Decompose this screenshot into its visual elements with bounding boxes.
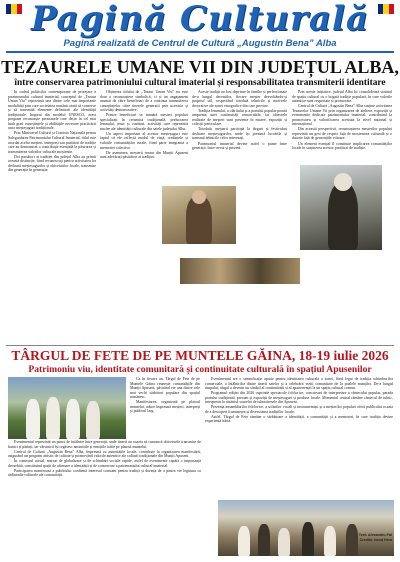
paragraph: Tradiția lemnului, a olăritului și a portului popular poartă amprenta unei continuități remarcabile, iar obiectele realizate de meșteri sunt prezente în muzee, expoziții și colecții particulare. <box>192 108 287 127</box>
photo-credits <box>359 533 392 542</box>
figure-silhouette <box>278 528 290 556</box>
paragraph: Prin Ministerul Culturii și Comisia Națională pentru Salvgardarea Patrimoniului Cultural Imaterial, titlul este acordat acelor meșteri, interpreți sau purtători de tradiție care au demonstrat o contribuție esențială la păstrarea și transmiterea valorilor culturale moștenite. <box>8 131 96 154</box>
figure-silhouette <box>86 401 100 439</box>
credit-label: Text: <box>358 533 368 537</box>
romanian-flag-icon <box>378 4 394 14</box>
credit-value: Ionuț Hera <box>374 537 392 542</box>
figure-silhouette <box>328 183 358 250</box>
figure-silhouette <box>324 526 336 556</box>
paragraph: Totodată, meșterii participă la târguri și festivaluri dedicate meșteșugurilor, unde își prezintă lucrările și transmit tehnicile celor interesați. <box>192 127 287 141</box>
figure-silhouette <box>302 522 314 556</box>
figure-silhouette <box>238 526 250 556</box>
paragraph: Manifestarea, organizată pe platoul muntelui, aduce împreună meșteri, interpreți și publicul larg. <box>130 400 200 414</box>
article1-title: TEZAURELE UMANE VII DIN JUDEȚUL ALBA, <box>1 57 399 77</box>
masthead-title: Pagină Culturală <box>31 0 369 39</box>
paragraph: Ca în fiecare an, Târgul de Fete de pe Muntele Găina reunește comunitățile din Munții Apuseni, păstrând vie una dintre cele mai vechi sărbători populare din spațiul românesc. <box>130 377 200 400</box>
credit-label: Credits: <box>359 537 374 542</box>
masthead <box>0 0 400 50</box>
paragraph: Evenimentul are o semnificație aparte pentru identitatea culturală a zonei, fiind legat de tradiția schimburilor comerciale, a întâlnirilor dintre tinerii satelor și a celebrării vieții comunitare de la poalele munților. De-a lungul timpului, târgul a devenit un simbol al continuității și al apartenenței la un spațiu cultural comun. <box>205 377 393 391</box>
article2-title: TÂRGUL DE FETE DE PE MUNTELE GĂINA, 18-19 iulie 2026 <box>11 348 389 363</box>
paragraph: Un aspect important al acestor meșteșuguri este faptul că ele reflectă modul de viață, credințele și valorile comunităților rurale, fiind parte integrantă a memoriei colective. <box>100 131 188 150</box>
paragraph: De asemenea, meșterii tezaur din Munții Apuseni sunt adevărați păstrători ai tradiției. <box>100 150 188 160</box>
paragraph: Un element esențial îl constituie implicarea comunităților locale în susținerea acestor purtători de tradiție. <box>292 141 392 151</box>
paragraph: Aceste tradiții au fost deprinse în familie și perfecționate de-a lungul deceniilor, fiecare meșter dezvoltându-și propriul stil, respectând totodată tehnicile și motivele decorative ale zonei etnografice din care provine. <box>192 90 287 108</box>
figure-silhouette <box>26 399 40 439</box>
paragraph: Programul ediției din 2026 cuprinde spectacole folclorice, concursuri de interpretare a cântecului popular, parada portului tradițional, precum și expoziții de meșteșuguri și produse locale. Momentul central rămâne cântecul de tulnic, interpretat la răsăritul soarelui de tulnicăresele din Apuseni. <box>205 391 393 405</box>
paragraph: Centrul de Cultură „Augustin Bena” Alba, împreună cu autoritățile locale, contribuie la organizarea manifestării, asigurând un program artistic de calitate și promovând valorile autentice ale culturii tradiționale din Munții Apuseni. <box>8 449 201 459</box>
figure-silhouette <box>46 397 60 439</box>
craftswoman-photo <box>300 165 382 250</box>
flag-stripe-red <box>389 4 394 14</box>
tulnic-players-photo <box>8 377 126 439</box>
article2-column-2 <box>205 377 393 499</box>
crafts-photo-strip <box>180 258 300 284</box>
paragraph: În contextul actual, marcat de globalizare și de schimbări sociale rapide, astfel de evenimente capătă o importanță deosebită, constituind spații de afirmare a identității și de conservare a patrimoniului cultural imaterial. <box>8 459 201 468</box>
paragraph: Obținerea titlului de „Tezaur Uman Viu” nu este doar o recunoaștere simbolică, ci și un angajament asumat de către beneficiari de a continua transmiterea cunoștințelor către tinerele generații prin ucenicie și activități demonstrative. <box>100 90 188 113</box>
figure-silhouette <box>192 190 206 204</box>
paragraph: Participarea numeroasă a publicului confirmă interesul constant pentru tradiții și dorința de a păstra vie legătura cu rădăcinile culturale ale comunității. <box>8 468 201 478</box>
paragraph: Prezența ansamblurilor folclorice, a solistilor vocali și instrumentiști și a meșterilor populari oferă publicului ocazia de a descoperi frumusețea și diversitatea tradițiilor locale. <box>205 405 393 414</box>
figure-silhouette <box>66 399 80 439</box>
paragraph: Prin aceste inițiative, județul Alba își consolidează statutul de spațiu cultural cu o bogată tradiție populară, în care valorile autentice sunt respectate și promovate. <box>292 90 392 104</box>
masthead-divider <box>6 51 394 53</box>
paragraph: Astfel, Târgul de Fete rămâne o sărbătoare a identității, a comunității și a memoriei, în care tradiția devine experiență trăită. <box>205 414 393 424</box>
photo-credit <box>359 538 392 543</box>
paragraph: Doi purtători ai tradiției din județul Alba au primit această distincție, fiind recunoscuți pentru activitatea lor dedicată meșteșugurilor și obiceiurilor locale, transmise din generație în generație. <box>8 154 96 173</box>
paragraph: În cadrul politicilor contemporane de protejare a patrimoniului cultural imaterial, conceptul de „Tezaur Uman Viu” reprezintă una dintre cele mai importante modalități prin care societatea română caută să conserve și să transmită elemente definitorii ale identității tradiționale. Inspirat din modelul UNESCO, acest program recunoaște persoanele care dețin în cel mai înalt grad cunoștințele și abilitățile necesare practicării unor meșteșuguri tradiționale. <box>8 90 96 131</box>
article1-column-1 <box>8 90 96 345</box>
article2-column-3 <box>8 440 201 552</box>
craftsman-photo <box>162 186 236 244</box>
paragraph: Printre beneficiari se numără meșteri populari specializați în ceramică tradițională, prelucrarea lemnului, țesut și cusături, activități care reprezintă nuclee ale identității culturale din satele județului Alba. <box>100 113 188 131</box>
article2-column-1 <box>130 377 200 439</box>
masthead-subtitle: Pagină realizată de Centrul de Cultură „Augustin Bena” Alba <box>63 38 337 49</box>
figure-silhouette <box>258 524 270 556</box>
article1-subtitle: între conservarea patrimoniului cultural imaterial și responsabilitatea transmiterii identitare <box>14 78 386 88</box>
paragraph: Centrul de Cultură „Augustin Bena” Alba susține activitatea Tezaurelor Umane Vii prin organizarea de ateliere, expoziții și evenimente dedicate patrimoniului imaterial, contribuind la promovarea și valorificarea acestuia la nivel național și internațional. <box>292 104 392 127</box>
paragraph: Din această perspectivă, recunoașterea meșterilor populari reprezintă un gest de respect față de moștenirea culturală și o datorie față de generațiile viitoare. <box>292 127 392 141</box>
section-divider <box>6 345 394 346</box>
credit-value: Alexandru Pal <box>368 533 392 537</box>
paragraph: Evenimentul reprezintă un punct de întâlnire între generații, unde tinerii au ocazia să cunoască obiceiurile transmise de bunici și părinți, iar vârstnicii își regăsesc amintirile și emoțiile trăite pe platoul muntelui. <box>8 440 201 449</box>
festival-crowd-photo <box>218 500 394 556</box>
figure-silhouette <box>334 173 352 191</box>
article2-subtitle: Patrimoniu viu, identitate comunitară și continuitate culturală în spațiul Apusenilor <box>28 364 372 375</box>
paragraph: Patrimoniul imaterial devine astfel o punte între generații, între trecut și prezent. <box>192 141 287 151</box>
figure-silhouette <box>346 524 358 556</box>
